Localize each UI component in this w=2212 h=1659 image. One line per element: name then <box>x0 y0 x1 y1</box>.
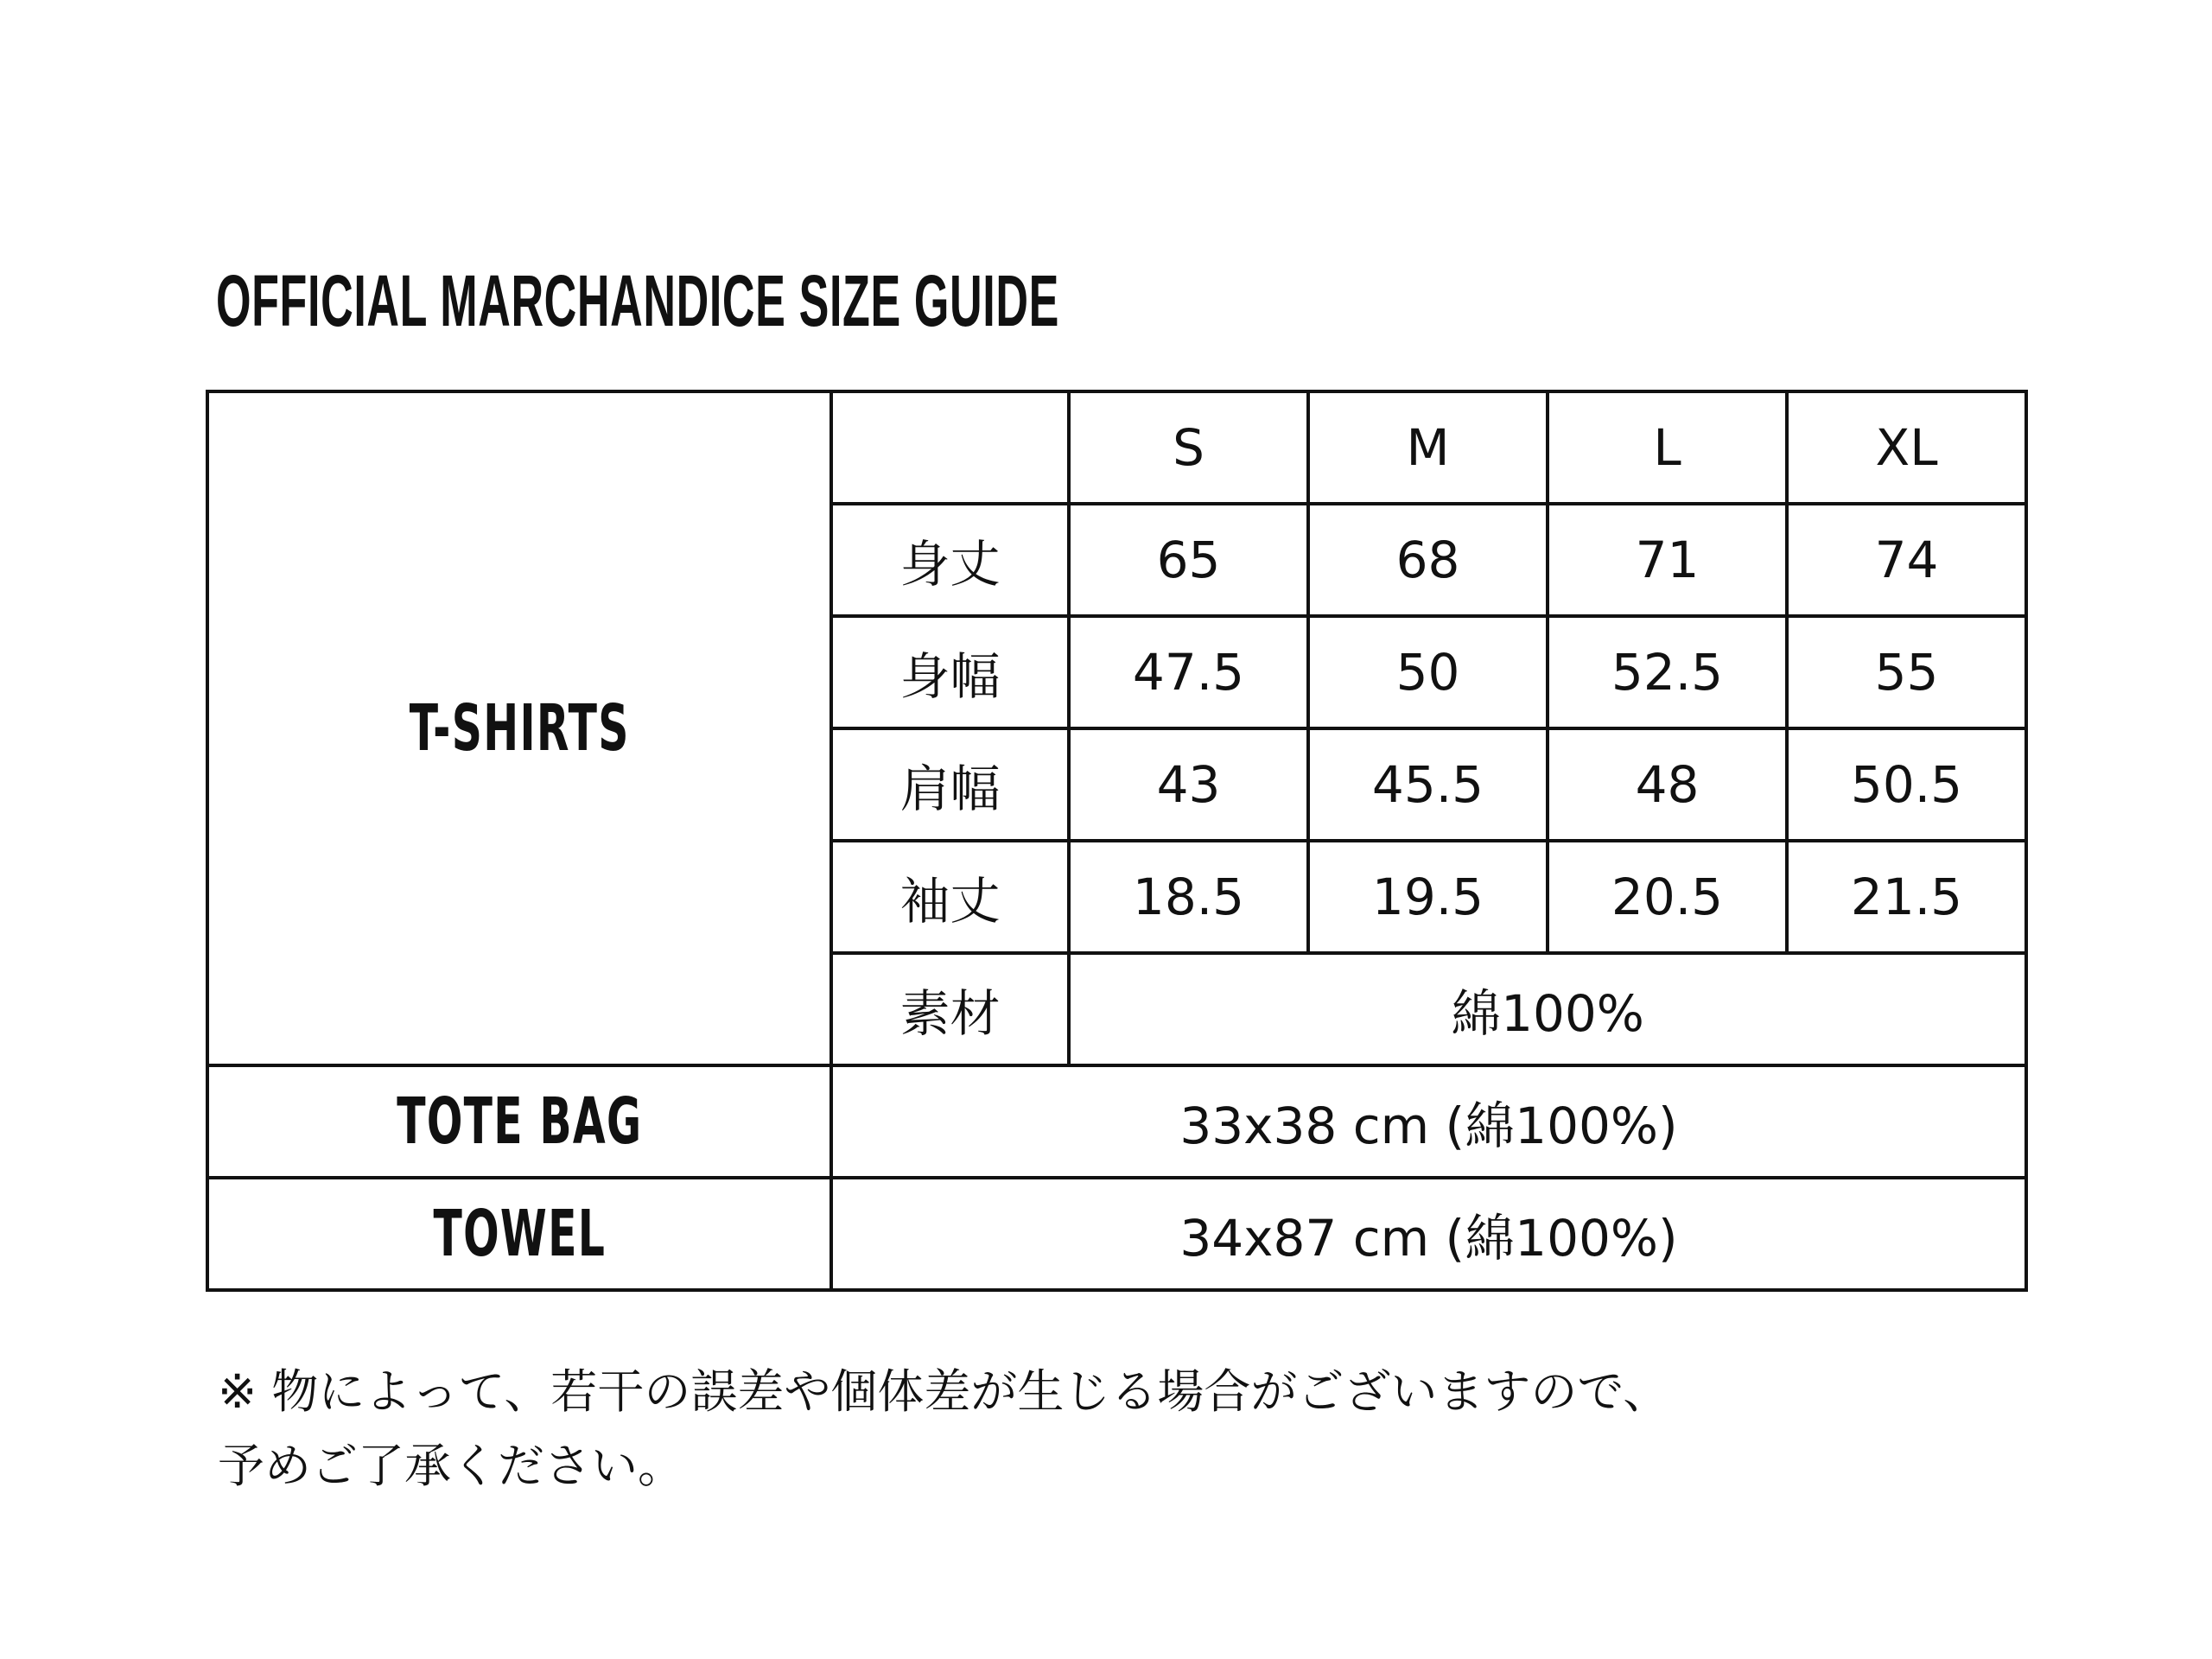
towel-label: TOWEL <box>433 1197 606 1271</box>
tote-bag-row <box>207 1065 2026 1178</box>
material-value: 綿100% <box>1069 953 2026 1065</box>
measurement-value: 45.5 <box>1308 728 1548 841</box>
disclaimer-note <box>218 1355 1669 1503</box>
measurement-label: 身丈 <box>831 504 1069 616</box>
header-empty-cell <box>831 391 1069 504</box>
measurement-value: 52.5 <box>1548 616 1787 728</box>
measurement-value: 50 <box>1308 616 1548 728</box>
size-guide-table <box>206 390 2028 1292</box>
disclaimer-line-1: ※ 物によって、若干の誤差や個体差が生じる場合がございますので、 <box>218 1364 1670 1419</box>
tote-bag-value: 33x38 cm (綿100%) <box>831 1065 2026 1178</box>
size-header: L <box>1548 391 1787 504</box>
tshirts-label: T-SHIRTS <box>409 691 630 766</box>
towel-row <box>207 1178 2026 1290</box>
measurement-value: 74 <box>1787 504 2026 616</box>
material-label: 素材 <box>831 953 1069 1065</box>
measurement-value: 18.5 <box>1069 841 1308 953</box>
measurement-value: 21.5 <box>1787 841 2026 953</box>
measurement-label: 袖丈 <box>831 841 1069 953</box>
tote-bag-label-cell <box>207 1065 831 1178</box>
size-header: S <box>1069 391 1308 504</box>
size-header: XL <box>1787 391 2026 504</box>
measurement-label: 身幅 <box>831 616 1069 728</box>
disclaimer-line-2: 予めご了承ください。 <box>218 1439 684 1493</box>
size-header-row <box>207 391 2026 504</box>
measurement-value: 68 <box>1308 504 1548 616</box>
towel-label-cell <box>207 1178 831 1290</box>
measurement-value: 65 <box>1069 504 1308 616</box>
page-title: OFFICIAL MARCHANDICE SIZE GUIDE <box>216 260 1059 341</box>
measurement-value: 19.5 <box>1308 841 1548 953</box>
measurement-value: 71 <box>1548 504 1787 616</box>
measurement-value: 50.5 <box>1787 728 2026 841</box>
measurement-value: 48 <box>1548 728 1787 841</box>
measurement-value: 43 <box>1069 728 1308 841</box>
measurement-value: 47.5 <box>1069 616 1308 728</box>
measurement-label: 肩幅 <box>831 728 1069 841</box>
tote-bag-label: TOTE BAG <box>396 1084 643 1159</box>
measurement-value: 55 <box>1787 616 2026 728</box>
towel-value: 34x87 cm (綿100%) <box>831 1178 2026 1290</box>
tshirts-label-cell <box>207 391 831 1065</box>
size-header: M <box>1308 391 1548 504</box>
measurement-value: 20.5 <box>1548 841 1787 953</box>
